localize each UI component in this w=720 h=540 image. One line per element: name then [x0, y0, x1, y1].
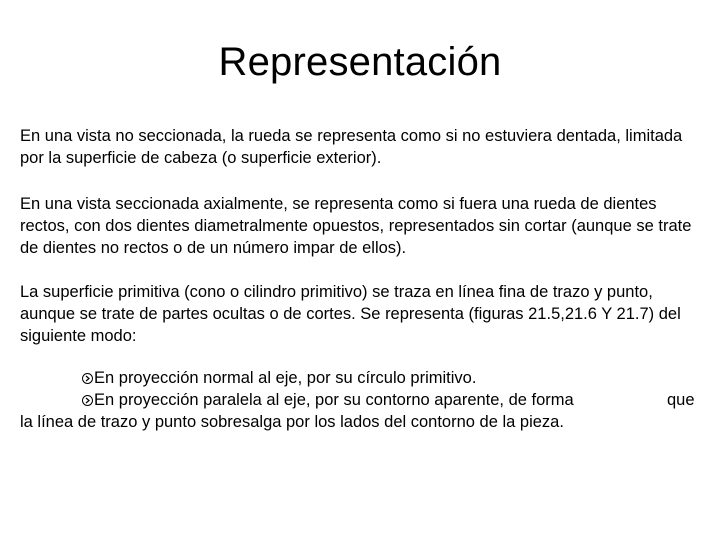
- bullet-text-continuation: la línea de trazo y punto sobresalga por los lados del contorno de la pieza.: [20, 413, 564, 431]
- bullet-text: En proyección normal al eje, por su círculo primitivo.: [94, 369, 477, 387]
- bullet-text-tail: que: [667, 391, 695, 409]
- paragraph-primitive-surface: La superficie primitiva (cono o cilindro primitivo) se traza en línea fina de trazo y punto, aunque se trate de partes ocultas o de cortes. Se representa (figuras 21.5,21.6 Y 21.7) del siguiente modo:: [20, 283, 681, 345]
- slide-title: Representación: [218, 40, 502, 84]
- circled-arrow-right-icon: [82, 373, 93, 384]
- paragraph-unsectioned-view: En una vista no seccionada, la rueda se representa como si no estuviera dentada, limitada por la superficie de cabeza (o superficie exterior).: [20, 127, 683, 167]
- bullet-text: En proyección paralela al eje, por su contorno aparente, de forma: [94, 391, 574, 409]
- circled-arrow-right-icon: [82, 395, 93, 406]
- bullet-item-normal-projection: [82, 367, 476, 389]
- bullet-item-parallel-projection: [82, 389, 574, 411]
- paragraph-sectioned-view: En una vista seccionada axialmente, se representa como si fuera una rueda de dientes rectos, con dos dientes diametralmente opuestos, representados sin cortar (aunque se trate de dientes no rectos o de un número impar de ellos).: [20, 195, 692, 257]
